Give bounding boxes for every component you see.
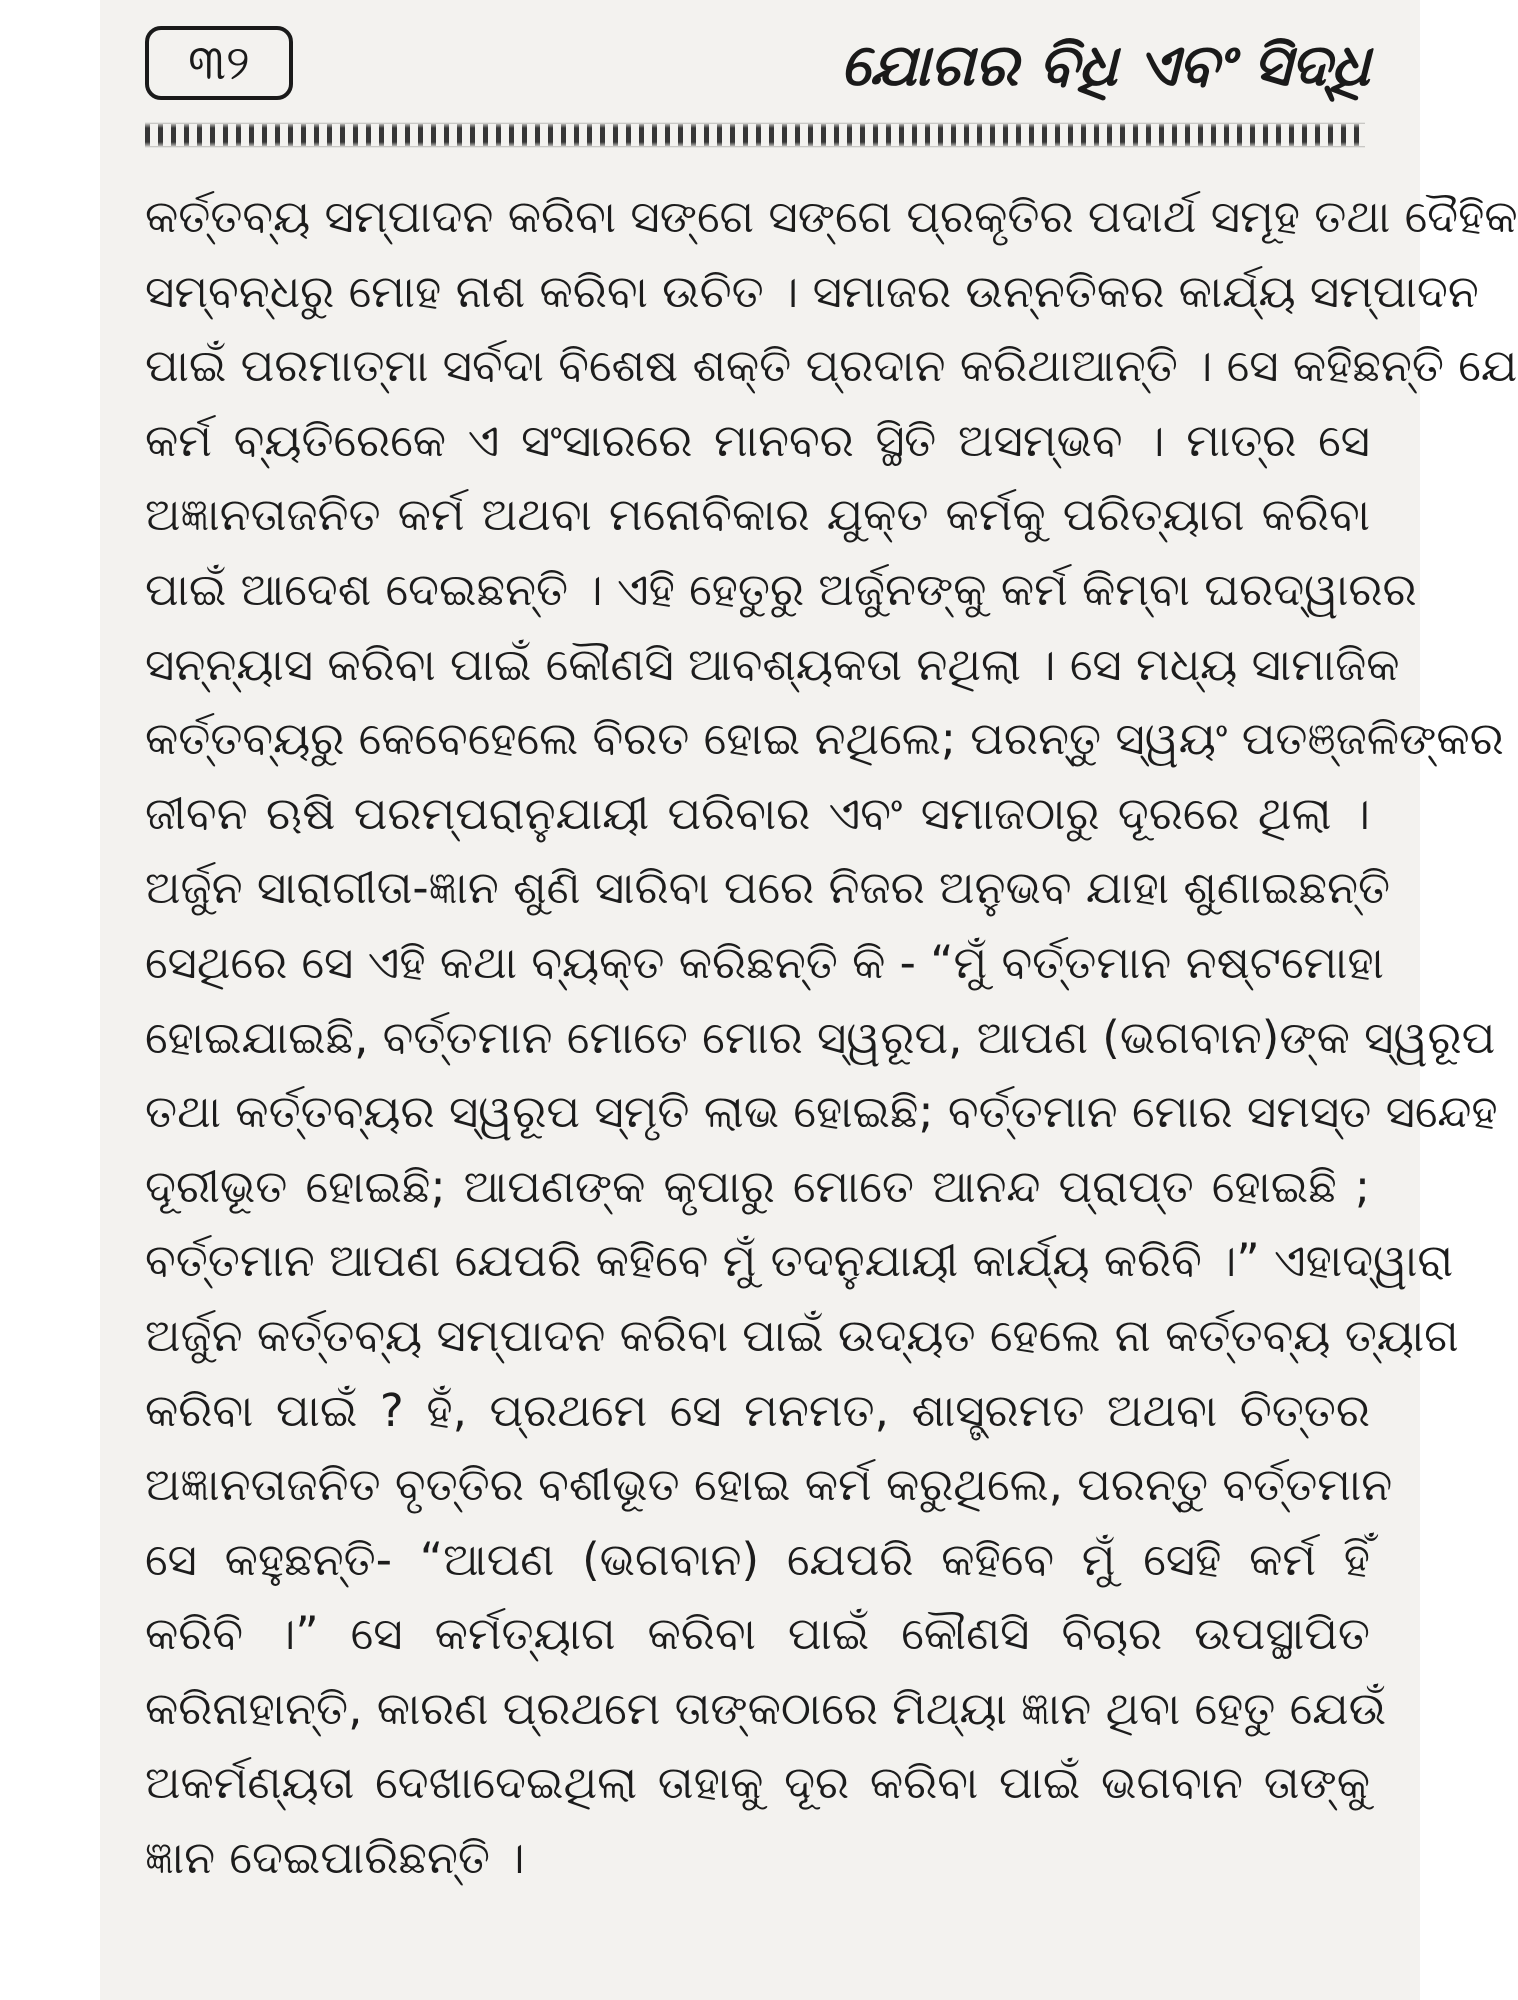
text-line: ଅର୍ଜୁନ କର୍ତ୍ତବ୍ୟ ସମ୍ପାଦନ କରିବା ପାଇଁ ଉଦ୍ୟତ ହେଲେ ନା କର୍ତ୍ତବ୍ୟ ତ୍ୟାଗ [145, 1308, 1459, 1362]
text-line: ହୋଇଯାଇଛି, ବର୍ତ୍ତମାନ ମୋତେ ମୋର ସ୍ୱରୂପ, ଆପଣ (ଭଗବାନ)ଙ୍କ ସ୍ୱରୂପ [145, 1010, 1496, 1064]
text-line: କରିନାହାନ୍ତି, କାରଣ ପ୍ରଥମେ ତାଙ୍କଠାରେ ମିଥ୍ୟା ଜ୍ଞାନ ଥିବା ହେତୁ ଯେଉଁ [145, 1681, 1387, 1735]
text-line: ଦୂରୀଭୂତ ହୋଇଛି; ଆପଣଙ୍କ କୃପାରୁ ମୋତେ ଆନନ୍ଦ ପ୍ରାପ୍ତ ହୋଇଛି ; [145, 1159, 1370, 1213]
text-line: ସମ୍ବନ୍ଧରୁ ମୋହ ନାଶ କରିବା ଉଚିତ । ସମାଜର ଉନ୍ନତିକର କାର୍ଯ୍ୟ ସମ୍ପାଦନ [145, 264, 1479, 318]
text-line: ସେ କହୁଛନ୍ତି- “ଆପଣ (ଭଗବାନ) ଯେପରି କହିବେ ମୁଁ ସେହି କର୍ମ ହିଁ [145, 1532, 1370, 1586]
text-line: କର୍ତ୍ତବ୍ୟ ସମ୍ପାଦନ କରିବା ସଙ୍ଗେ ସଙ୍ଗେ ପ୍ରକୃତିର ପଦାର୍ଥ ସମୂହ ତଥା ଦୈହିକ [145, 190, 1518, 243]
text-line: ସନ୍ନ୍ୟାସ କରିବା ପାଇଁ କୌଣସି ଆବଶ୍ୟକତା ନଥିଲା । ସେ ମଧ୍ୟ ସାମାଜିକ [145, 637, 1400, 691]
text-line: ଅର୍ଜୁନ ସାରାଗୀତା-ଜ୍ଞାନ ଶୁଣି ସାରିବା ପରେ ନିଜର ଅନୁଭବ ଯାହା ଶୁଣାଇଛନ୍ତି [145, 861, 1391, 915]
text-line: ତଥା କର୍ତ୍ତବ୍ୟର ସ୍ୱରୂପ ସ୍ମୃତି ଲାଭ ହୋଇଛି; ବର୍ତ୍ତମାନ ମୋର ସମସ୍ତ ସନ୍ଦେହ [145, 1085, 1498, 1139]
text-line: ବର୍ତ୍ତମାନ ଆପଣ ଯେପରି କହିବେ ମୁଁ ତଦନୁଯାୟୀ କାର୍ଯ୍ୟ କରିବି ।” ଏହାଦ୍ୱାରା [145, 1234, 1454, 1288]
text-line: ଅଜ୍ଞାନତାଜନିତ ବୃତ୍ତିର ବଶୀଭୂତ ହୋଇ କର୍ମ କରୁଥିଲେ, ପରନ୍ତୁ ବର୍ତ୍ତମାନ [145, 1458, 1393, 1512]
text-line: ଅକର୍ମଣ୍ୟତା ଦେଖାଦେଇଥିଲା ତାହାକୁ ଦୂର କରିବା ପାଇଁ ଭଗବାନ ତାଙ୍କୁ [145, 1756, 1370, 1810]
text-line: କର୍ତ୍ତବ୍ୟରୁ କେବେହେଲେ ବିରତ ହୋଇ ନଥିଲେ; ପରନ୍ତୁ ସ୍ୱୟଂ ପତଞ୍ଜଳିଙ୍କର [145, 712, 1504, 766]
page-header [145, 26, 1380, 110]
decorative-border-divider [145, 122, 1365, 148]
page-number-badge: ୩୨ [145, 26, 293, 100]
text-line: ଜ୍ଞାନ ଦେଇପାରିଛନ୍ତି । [145, 1831, 525, 1885]
running-title: ଯୋଗର ବିଧି ଏବଂ ସିଦ୍ଧି [840, 31, 1370, 99]
text-line: ପାଇଁ ପରମାତ୍ମା ସର୍ବଦା ବିଶେଷ ଶକ୍ତି ପ୍ରଦାନ କରିଥାଆନ୍ତି । ସେ କହିଛନ୍ତି ଯେ [145, 339, 1518, 393]
text-line: କରିବି ।” ସେ କର୍ମତ୍ୟାଗ କରିବା ପାଇଁ କୌଣସି ବିଚାର ଉପସ୍ଥାପିତ [145, 1607, 1370, 1661]
text-line: ସେଥିରେ ସେ ଏହି କଥା ବ୍ୟକ୍ତ କରିଛନ୍ତି କି - “ମୁଁ ବର୍ତ୍ତମାନ ନଷ୍ଟମୋହା [145, 935, 1384, 989]
text-line: ପାଇଁ ଆଦେଶ ଦେଇଛନ୍ତି । ଏହି ହେତୁରୁ ଅର୍ଜୁନଙ୍କୁ କର୍ମ କିମ୍ବା ଘରଦ୍ୱାରର [145, 562, 1417, 616]
text-line: ଜୀବନ ଋଷି ପରମ୍ପରାନୁଯାୟୀ ପରିବାର ଏବଂ ସମାଜଠାରୁ ଦୂରରେ ଥିଲା । [145, 786, 1370, 840]
text-line: ଅଜ୍ଞାନତାଜନିତ କର୍ମ ଅଥବା ମନୋବିକାର ଯୁକ୍ତ କର୍ମକୁ ପରିତ୍ୟାଗ କରିବା [145, 488, 1370, 542]
text-line: କର୍ମ ବ୍ୟତିରେକେ ଏ ସଂସାରରେ ମାନବର ସ୍ଥିତି ଅସମ୍ଭବ । ମାତ୍ର ସେ [145, 413, 1370, 467]
body-text [145, 180, 1518, 1896]
text-line: କରିବା ପାଇଁ ? ହଁ, ପ୍ରଥମେ ସେ ମନମତ, ଶାସ୍ତ୍ରମତ ଅଥବା ଚିତ୍ତର [145, 1383, 1370, 1437]
